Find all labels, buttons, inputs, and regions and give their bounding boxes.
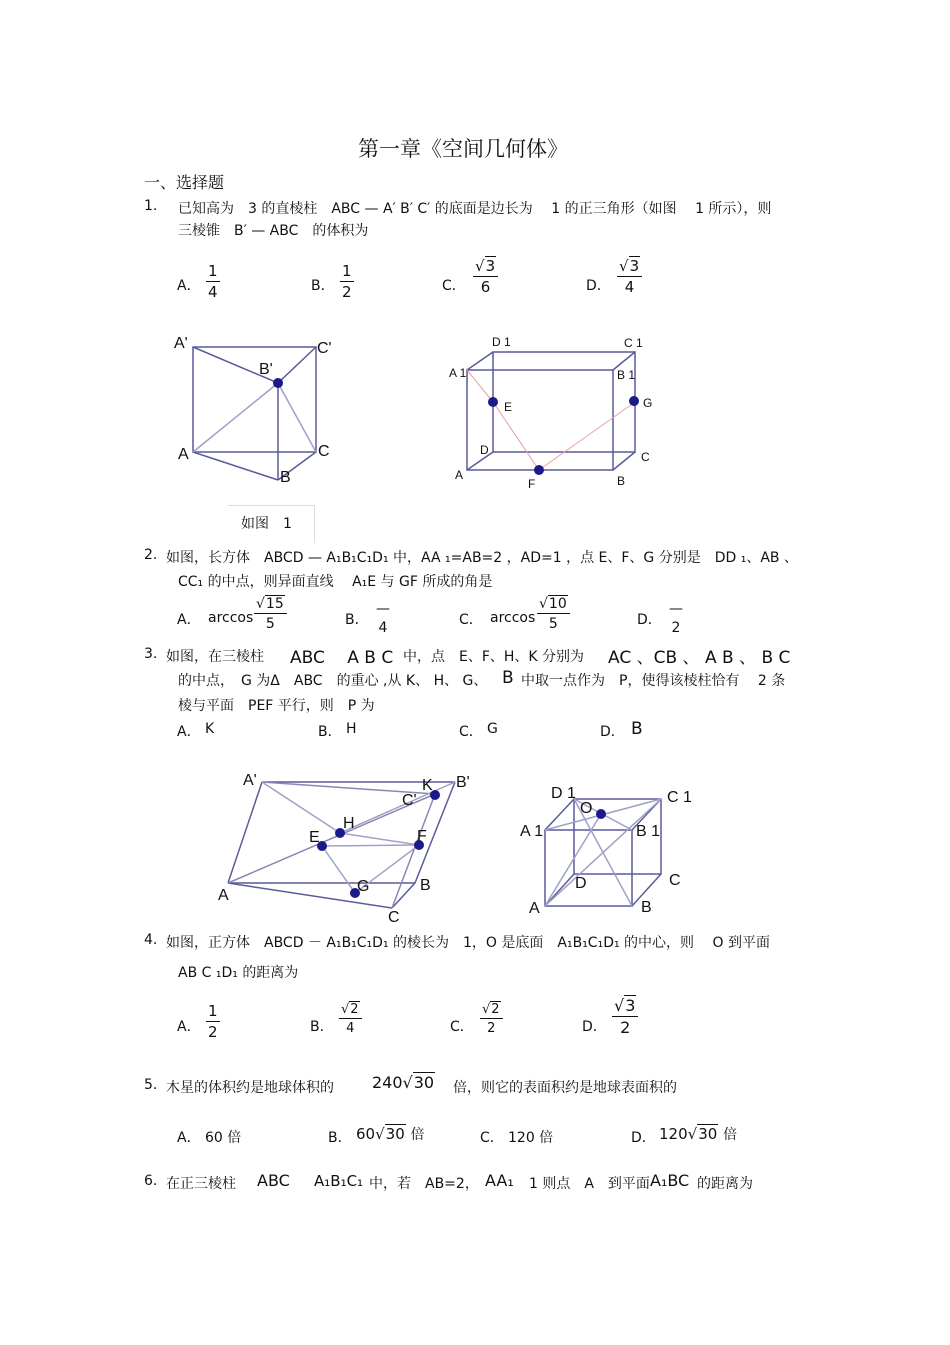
fig4-label-c: C (669, 872, 681, 889)
fig2-label-d: D (480, 443, 489, 457)
q3-number: 3. (144, 646, 158, 662)
q6-plane-a1bc: A₁BC (650, 1171, 690, 1190)
fig4-label-b: B (641, 899, 652, 916)
q6-base-abc: ABC (257, 1171, 290, 1190)
fig1-point-b-prime (273, 378, 283, 388)
page-title: 第一章《空间几何体》 (358, 137, 568, 161)
q4-option-b-letter: B． (310, 1019, 334, 1035)
fig2-label-g: G (643, 396, 653, 410)
numerator: — (669, 601, 683, 617)
numerator: 2 (350, 1002, 359, 1017)
numerator: 1 (342, 262, 352, 280)
numerator: 1 (208, 1002, 218, 1020)
fig2-label-f: F (528, 477, 536, 491)
q1-number: 1. (144, 198, 158, 214)
fig4-label-a1: A 1 (520, 823, 544, 840)
q4-option-c-fraction: $\frac{√2}{2}$ (480, 1003, 503, 1035)
figure-2-cuboid (467, 352, 635, 470)
numerator: 3 (629, 257, 640, 275)
q3-option-c-letter: C． (459, 724, 483, 740)
q2-option-c-letter: C． (459, 612, 483, 628)
q5-option-a-letter: A． (177, 1130, 201, 1146)
suffix: 倍 (723, 1127, 738, 1143)
fig4-point-o (596, 809, 606, 819)
fig2-label-b1: B 1 (617, 368, 636, 382)
q3-option-d-value: B (631, 719, 643, 739)
q6-number: 6. (144, 1173, 158, 1189)
fig2-point-e (488, 397, 498, 407)
q3-option-a-letter: A． (177, 724, 201, 740)
q3-option-b-value: H (346, 721, 357, 737)
fig2-point-g (629, 396, 639, 406)
q6-text-a: 在正三棱柱 (166, 1176, 236, 1192)
q3-text-line1a: 如图，在三棱柱 (166, 649, 264, 665)
q1-option-d-letter: D． (586, 278, 611, 294)
fig4-label-o: O (580, 800, 593, 817)
q4-option-c-letter: C． (450, 1019, 474, 1035)
q5-ratio-radicand: 30 (413, 1073, 435, 1092)
q3-midpoint-edges: AC 、CB 、 A B 、 B C (608, 648, 791, 668)
fig3-label-a-prime: A' (243, 772, 257, 789)
q5-ratio-multiplier: 240 (372, 1073, 403, 1092)
fig1-label-b-prime: B' (259, 361, 273, 378)
fig1-label-c-prime: C' (317, 340, 332, 357)
q2-number: 2. (144, 547, 158, 563)
q6-text-b: 中，若 AB=2， (369, 1176, 479, 1192)
q3-option-d-letter: D． (600, 724, 625, 740)
q3-option-a-value: K (205, 721, 215, 737)
fig3-label-e: E (309, 829, 320, 846)
q2-option-b-fraction (374, 602, 392, 635)
q5-text-a: 木星的体积约是地球体积的 (166, 1080, 334, 1096)
numerator: 3 (625, 996, 636, 1015)
denominator: 2 (671, 620, 681, 636)
q6-text-d: 的距离为 (697, 1176, 753, 1192)
q4-text-line1: 如图，正方体 ABCD － A₁B₁C₁D₁ 的棱长为 1，O 是底面 A₁B₁C₁D₁ 的中心，则 O 到平面 (166, 935, 770, 951)
fig3-label-f: F (417, 828, 427, 845)
q6-text-c: 1 则点 A 到平面 (529, 1176, 650, 1192)
denominator: 5 (265, 616, 275, 632)
denominator: 4 (346, 1021, 355, 1036)
fig3-label-c-prime: C' (402, 792, 417, 809)
q2-option-a-letter: A． (177, 612, 201, 628)
q3-text-line3: 棱与平面 PEF 平行，则 P 为 (178, 698, 375, 714)
q2-text-line2: CC₁ 的中点，则异面直线 A₁E 与 GF 所成的角是 (178, 574, 493, 590)
fig1-label-a-prime: A' (174, 335, 188, 352)
fig1-label-b: B (280, 469, 291, 486)
numerator: 2 (491, 1002, 500, 1017)
q3-option-c-value: G (487, 721, 498, 737)
denominator: 2 (342, 283, 352, 301)
q2-option-a-prefix: arccos (208, 610, 254, 626)
radicand: 30 (385, 1125, 405, 1143)
figure-1-prism (193, 347, 316, 480)
fig4-label-d: D (575, 875, 587, 892)
q2-option-c-prefix: arccos (490, 610, 536, 626)
q3-text-line2c: 中取一点作为 P，使得该棱柱恰有 2 条 (521, 673, 786, 689)
fig2-label-c: C (641, 450, 650, 464)
q5-number: 5. (144, 1077, 158, 1093)
fig1-caption: 如图 1 (241, 516, 292, 532)
q2-option-d-letter: D． (637, 612, 662, 628)
q1-option-d-fraction: $\frac{√3}{4}$ (617, 259, 642, 295)
q5-option-b-value: 60√30 倍 (356, 1125, 425, 1143)
q1-text-line2: 三棱锥 B′ — ABC 的体积为 (178, 223, 369, 239)
q4-number: 4. (144, 932, 158, 948)
denominator: 2 (620, 1018, 631, 1037)
q4-text-line2: AB C ₁D₁ 的距离为 (178, 965, 299, 981)
q4-option-a-fraction (206, 1004, 220, 1040)
suffix: 倍 (410, 1127, 425, 1143)
denominator: 2 (208, 1023, 218, 1041)
q4-option-d-fraction: $\frac{√3}{2}$ (612, 998, 638, 1036)
q3-text-line1c: 中，点 E、F、H、K 分别为 (403, 649, 585, 665)
q4-option-b-fraction: $\frac{√2}{4}$ (339, 1003, 362, 1035)
q4-option-d-letter: D． (582, 1019, 607, 1035)
fig1-label-a: A (178, 446, 189, 463)
fig2-label-a: A (455, 468, 464, 482)
q5-text-b: 倍，则它的表面积约是地球表面积的 (453, 1080, 677, 1096)
q1-option-b-letter: B． (311, 278, 335, 294)
q2-option-b-letter: B． (345, 612, 369, 628)
q6-edge-aa1: AA₁ (485, 1171, 514, 1190)
q6-top-a1b1c1: A₁B₁C₁ (314, 1172, 364, 1190)
q5-option-c-value: 120 倍 (508, 1130, 554, 1146)
fig2-label-c1: C 1 (624, 336, 643, 350)
numerator: — (376, 601, 390, 617)
numerator: 1 (208, 262, 218, 280)
multiplier: 60 (356, 1125, 376, 1143)
numerator: 15 (265, 596, 284, 612)
fig3-label-c: C (388, 909, 400, 926)
q4-option-a-letter: A． (177, 1019, 201, 1035)
q2-option-a-fraction: $\frac{√15}{5}$ (254, 597, 287, 631)
q5-option-b-letter: B． (328, 1130, 352, 1146)
numerator: 10 (548, 596, 567, 612)
q1-text-line1: 已知高为 3 的直棱柱 ABC — A′ B′ C′ 的底面是边长为 1 的正三角形（如图 1 所示），则 (178, 201, 772, 217)
q2-option-c-fraction: $\frac{√10}{5}$ (537, 597, 570, 631)
fig3-label-k: K (422, 777, 433, 794)
q3-point-b: B (502, 668, 514, 688)
fig1-label-c: C (318, 443, 330, 460)
fig2-label-e: E (504, 400, 513, 414)
fig4-label-d1: D 1 (551, 785, 576, 802)
fig2-label-d1: D 1 (492, 335, 511, 349)
fig3-label-g: G (357, 878, 370, 895)
section-heading: 一、选择题 (144, 173, 225, 192)
denominator: 4 (378, 620, 388, 636)
q5-option-d-value: 120√30 倍 (659, 1125, 738, 1143)
fig2-label-b: B (617, 474, 626, 488)
fig3-label-h: H (343, 815, 355, 832)
fig2-label-a1: A 1 (449, 366, 467, 380)
fig4-label-a: A (529, 900, 540, 917)
denominator: 5 (548, 616, 558, 632)
denominator: 4 (208, 283, 218, 301)
q5-option-c-letter: C． (480, 1130, 504, 1146)
denominator: 4 (624, 278, 635, 296)
fig3-label-a: A (218, 887, 229, 904)
numerator: 3 (485, 257, 496, 275)
q5-option-d-letter: D． (631, 1130, 656, 1146)
fig4-label-c1: C 1 (667, 789, 692, 806)
q5-ratio: 240√30 (372, 1073, 435, 1092)
q1-option-c-fraction: $\frac{√3}{6}$ (473, 259, 498, 295)
q1-option-a-letter: A． (177, 278, 201, 294)
q2-text-line1: 如图，长方体 ABCD — A₁B₁C₁D₁ 中，AA ₁=AB=2 ，AD=1 ，点 E、F、G 分别是 DD ₁、AB 、 (166, 550, 798, 566)
multiplier: 120 (659, 1125, 688, 1143)
q2-option-d-fraction (667, 602, 685, 635)
fig3-label-b: B (420, 877, 431, 894)
q3-option-b-letter: B． (318, 724, 342, 740)
fig2-point-f (534, 465, 544, 475)
fig3-label-b-prime: B' (456, 774, 470, 791)
q5-option-a-value: 60 倍 (205, 1130, 242, 1146)
radicand: 30 (698, 1125, 718, 1143)
fig4-label-b1: B 1 (636, 823, 661, 840)
q3-prism-name: ABC A B C (290, 648, 394, 668)
denominator: 2 (487, 1021, 496, 1036)
denominator: 6 (480, 278, 491, 296)
q1-option-c-letter: C． (442, 278, 466, 294)
q3-text-line2a: 的中点， G 为Δ ABC 的重心 ,从 K、 H、 G、 (178, 673, 488, 689)
